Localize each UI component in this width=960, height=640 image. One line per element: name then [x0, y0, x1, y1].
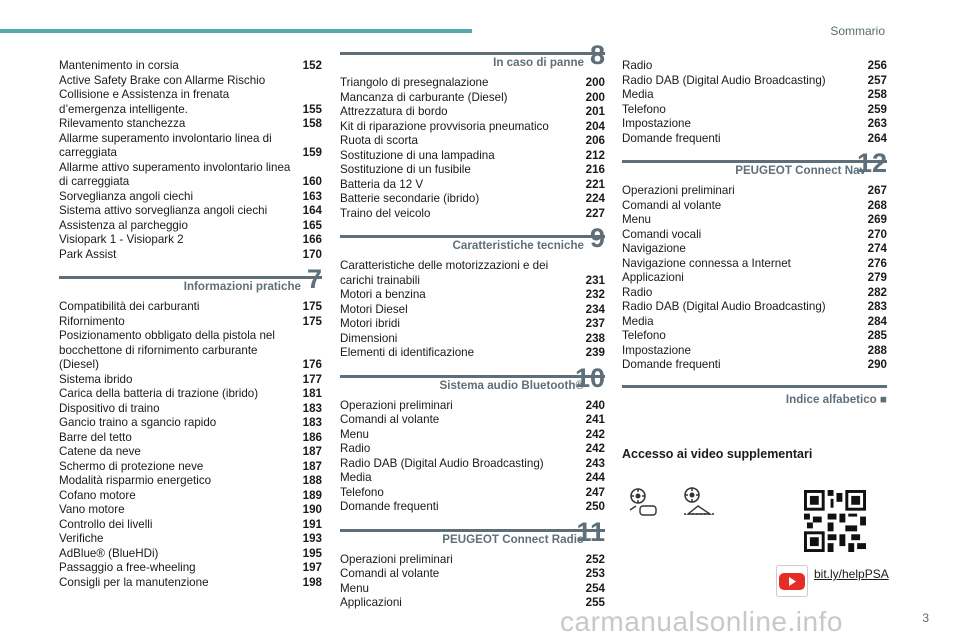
toc-entry[interactable]: [622, 74, 887, 89]
toc-entry-page: 187: [302, 445, 322, 458]
page-number: 3: [922, 611, 929, 625]
toc-entry-title: Domande frequenti: [622, 131, 721, 145]
entries-section-11: [340, 553, 605, 611]
toc-entry-page: 195: [302, 546, 322, 560]
toc-entry[interactable]: [59, 74, 322, 118]
toc-entry-title: Triangolo di presegnalazione: [340, 76, 489, 89]
toc-entry-title: Assistenza al parcheggio: [59, 218, 188, 232]
toc-entry-page: 206: [585, 134, 605, 147]
section-9-header: [340, 223, 605, 256]
toc-entry-page: 183: [302, 401, 322, 415]
section-11-header: [340, 516, 605, 550]
toc-entry-title: Compatibilità dei carburanti: [59, 300, 200, 313]
toc-entry-title: Sostituzione di un fusibile: [340, 163, 471, 176]
toc-entry[interactable]: [340, 553, 605, 568]
toc-entry-page: 242: [585, 427, 605, 441]
toc-entry-title: Radio DAB (Digital Audio Broadcasting): [622, 300, 826, 313]
toc-entry-title: Dimensioni: [340, 331, 398, 345]
toc-entry[interactable]: [59, 431, 322, 446]
toc-entry-title: Comandi vocali: [622, 227, 702, 241]
toc-entry-title: Motori Diesel: [340, 302, 408, 316]
toc-entry-page: 237: [585, 317, 605, 330]
toc-entry-title: Active Safety Brake con Allarme Rischio Collisione e Assistenza in frenata d’emergenza intelligente.: [59, 73, 266, 116]
toc-entry-title: Domande frequenti: [340, 500, 439, 513]
toc-entry-page: 193: [302, 532, 322, 545]
toc-entry-title: Mancanza di carburante (Diesel): [340, 90, 508, 104]
toc-entry[interactable]: [59, 233, 322, 248]
toc-entry[interactable]: [622, 358, 887, 373]
section-12-header: [622, 148, 887, 181]
toc-entry-page: 290: [867, 358, 887, 371]
section-number: 11: [576, 516, 605, 547]
toc-entry-title: Rilevamento stanchezza: [59, 117, 186, 130]
toc-entry-page: 164: [302, 204, 322, 217]
toc-entry-title: Radio: [622, 59, 653, 72]
toc-entry[interactable]: [340, 399, 605, 414]
toc-entry-page: 238: [585, 331, 605, 345]
toc-entry-title: Sistema attivo sorveglianza angoli ciechi: [59, 204, 268, 217]
toc-entry-page: 240: [585, 398, 605, 412]
toc-entry-page: 159: [302, 146, 322, 159]
header-accent-bar: [0, 29, 472, 33]
toc-entry[interactable]: [622, 257, 887, 272]
toc-entry-page: 201: [585, 105, 605, 118]
toc-entry-page: 247: [585, 485, 605, 499]
toc-entry-page: 276: [867, 256, 887, 270]
toc-entry-page: 270: [867, 227, 887, 241]
toc-entry[interactable]: [340, 207, 605, 222]
toc-entry-page: 186: [302, 430, 322, 444]
toc-entry[interactable]: [340, 486, 605, 501]
toc-entry[interactable]: [59, 329, 322, 373]
toc-entry-page: 282: [867, 285, 887, 299]
toc-entry-page: 200: [585, 76, 605, 89]
toc-entry-page: 175: [302, 300, 322, 313]
toc-entry-page: 160: [302, 175, 322, 188]
toc-entry[interactable]: [59, 416, 322, 431]
watermark: carmanualsonline.info: [560, 606, 843, 637]
car-wheel-icon: [680, 484, 716, 520]
toc-entry[interactable]: [340, 413, 605, 428]
toc-entry-page: 198: [302, 575, 322, 589]
toc-entry-title: Verifiche: [59, 532, 104, 545]
toc-entry[interactable]: [340, 428, 605, 443]
entries-section-10: [340, 399, 605, 515]
entries-section-7: [59, 300, 322, 590]
toc-entry-title: Radio: [622, 285, 653, 299]
toc-entry[interactable]: [340, 303, 605, 318]
toc-entry-page: 175: [302, 314, 322, 328]
toc-entry-page: 254: [585, 581, 605, 595]
toc-entry[interactable]: [622, 103, 887, 118]
toc-entry-page: 158: [302, 117, 322, 130]
section-label: PEUGEOT Connect Nav: [735, 164, 866, 177]
toc-entry-page: 200: [585, 90, 605, 104]
section-number: 8: [589, 40, 605, 70]
toc-entry-title: Operazioni preliminari: [622, 184, 735, 197]
toc-entry-page: 242: [585, 442, 605, 455]
toc-entry[interactable]: [340, 288, 605, 303]
toc-entry[interactable]: [59, 161, 322, 190]
toc-entry[interactable]: [59, 445, 322, 460]
toc-entry[interactable]: [622, 184, 887, 199]
toc-entry[interactable]: [59, 59, 322, 74]
toc-entry[interactable]: [59, 248, 322, 263]
toc-entry[interactable]: [59, 532, 322, 547]
toc-column-2: [340, 40, 605, 611]
toc-entry-title: Consigli per la manutenzione: [59, 575, 209, 589]
toc-entry-title: Schermo di protezione neve: [59, 459, 204, 473]
toc-entry-title: Allarme superamento involontario linea di carreggiata: [59, 131, 272, 159]
toc-entry-page: 239: [585, 346, 605, 359]
toc-entry-title: Batteria da 12 V: [340, 177, 424, 191]
toc-entry[interactable]: [622, 329, 887, 344]
toc-entry-title: Comandi al volante: [340, 413, 440, 426]
toc-entry[interactable]: [59, 219, 322, 234]
entries-section-8: [340, 76, 605, 221]
toc-entry[interactable]: [59, 387, 322, 402]
section-label: Caratteristiche tecniche: [452, 239, 584, 252]
toc-entry[interactable]: [622, 300, 887, 315]
toc-entry-page: 188: [302, 474, 322, 487]
toc-entry[interactable]: [340, 259, 605, 288]
toc-entry-page: 177: [302, 372, 322, 386]
toc-entry-title: Caratteristiche delle motorizzazioni e dei carichi trainabili: [340, 259, 549, 287]
toc-entry-page: 183: [302, 416, 322, 429]
toc-entry[interactable]: [59, 474, 322, 489]
toc-entry[interactable]: [340, 134, 605, 149]
toc-entry-title: Motori a benzina: [340, 288, 426, 301]
toc-entry-page: 283: [867, 300, 887, 313]
toc-entry[interactable]: [340, 105, 605, 120]
toc-entry[interactable]: [622, 228, 887, 243]
toc-entry[interactable]: [340, 163, 605, 178]
toc-entry-title: Operazioni preliminari: [340, 552, 453, 566]
toc-entry-page: 224: [585, 192, 605, 205]
toc-entry-page: 216: [585, 163, 605, 176]
toc-entry-title: Dispositivo di traino: [59, 401, 160, 415]
toc-entry-title: Telefono: [622, 329, 666, 342]
toc-entry-page: 187: [302, 459, 322, 473]
entries-top: [59, 59, 322, 262]
toc-entry[interactable]: [622, 271, 887, 286]
toc-entry-page: 257: [867, 73, 887, 87]
toc-entry[interactable]: [59, 503, 322, 518]
toc-entry[interactable]: [340, 120, 605, 135]
toc-entry[interactable]: [59, 576, 322, 591]
toc-entry[interactable]: [59, 315, 322, 330]
toc-entry[interactable]: [59, 561, 322, 576]
toc-entry-page: 234: [585, 302, 605, 316]
toc-entry[interactable]: [622, 213, 887, 228]
toc-entry-title: Comandi al volante: [340, 567, 440, 580]
toc-entry[interactable]: [59, 373, 322, 388]
toc-column-1: [59, 59, 322, 590]
toc-entry-title: Mantenimento in corsia: [59, 59, 179, 72]
toc-entry-title: Radio DAB (Digital Audio Broadcasting): [340, 456, 544, 470]
toc-entry-title: Sostituzione di una lampadina: [340, 148, 495, 162]
toc-entry-page: 279: [867, 271, 887, 284]
section-8-header: [340, 40, 605, 73]
toc-entry-title: Posizionamento obbligato della pistola nel bocchettone di rifornimento carburante (Diesel): [59, 329, 275, 371]
toc-entry-page: 256: [867, 59, 887, 72]
toc-entry-page: 269: [867, 213, 887, 226]
toc-entry-title: Gancio traino a sgancio rapido: [59, 416, 217, 429]
toc-entry-title: Passaggio a free-wheeling: [59, 561, 196, 574]
toc-entry-title: Barre del tetto: [59, 430, 132, 444]
toc-entry-page: 163: [302, 189, 322, 203]
toc-entry-page: 284: [867, 314, 887, 328]
toc-entry-title: Radio DAB (Digital Audio Broadcasting): [622, 73, 826, 87]
toc-entry-page: 227: [585, 206, 605, 220]
toc-column-3: [622, 59, 887, 409]
toc-entry-page: 166: [302, 233, 322, 246]
toc-entry[interactable]: [340, 192, 605, 207]
toc-entry-title: Telefono: [622, 102, 666, 116]
toc-entry-title: Comandi al volante: [622, 198, 722, 212]
toc-entry[interactable]: [340, 500, 605, 515]
toc-entry-title: Telefono: [340, 485, 384, 499]
entries-section-12: [622, 184, 887, 373]
toc-entry[interactable]: [622, 132, 887, 147]
toc-entry[interactable]: [59, 132, 322, 161]
toc-entry-title: Menu: [340, 427, 370, 441]
toc-entry-title: Park Assist: [59, 247, 117, 261]
help-link[interactable]: bit.ly/helpPSA: [814, 567, 889, 581]
toc-entry-page: 181: [302, 387, 322, 400]
toc-entry-title: Motori ibridi: [340, 317, 400, 330]
toc-entry[interactable]: [59, 402, 322, 417]
toc-entry-page: 244: [585, 471, 605, 484]
toc-entry-title: Catene da neve: [59, 445, 141, 458]
qr-code-icon[interactable]: [804, 490, 866, 552]
section-label: In caso di panne: [493, 56, 584, 69]
toc-entry-title: Menu: [622, 213, 652, 226]
toc-entry-title: Visiopark 1 - Visiopark 2: [59, 233, 184, 246]
toc-entry[interactable]: [59, 489, 322, 504]
toc-entry-page: 253: [585, 567, 605, 580]
toc-entry-page: 264: [867, 131, 887, 145]
toc-entry[interactable]: [340, 91, 605, 106]
toc-entry-title: Elementi di identificazione: [340, 346, 475, 359]
toc-entry-page: 221: [585, 177, 605, 191]
toc-entry-title: Applicazioni: [340, 596, 402, 609]
section-10-header: [340, 362, 605, 396]
toc-entry[interactable]: [59, 204, 322, 219]
toc-entry-title: Allarme attivo superamento involontario linea di carreggiata: [59, 160, 291, 188]
toc-entry[interactable]: [59, 460, 322, 475]
toc-entry[interactable]: [340, 567, 605, 582]
toc-entry[interactable]: [340, 457, 605, 472]
toc-entry-page: 155: [302, 102, 322, 116]
toc-entry-title: Ruota di scorta: [340, 134, 418, 147]
section-label: Sistema audio Bluetooth®: [439, 378, 584, 392]
toc-entry[interactable]: [622, 199, 887, 214]
toc-entry[interactable]: [340, 471, 605, 486]
toc-entry-page: 274: [867, 242, 887, 255]
toc-entry-page: 252: [585, 552, 605, 566]
toc-entry-page: 232: [585, 288, 605, 301]
toc-entry-page: 250: [585, 500, 605, 513]
toc-entry-title: Batterie secondarie (ibrido): [340, 192, 480, 205]
toc-entry-title: Menu: [340, 581, 370, 595]
toc-entry-page: 152: [302, 59, 322, 72]
video-section-title: Accesso ai video supplementari: [622, 447, 813, 461]
toc-entry-title: Media: [622, 314, 654, 328]
toc-entry-title: Carica della batteria di trazione (ibrido): [59, 387, 259, 400]
toc-entry-page: 285: [867, 329, 887, 342]
toc-entry-page: 165: [302, 218, 322, 232]
section-number: 7: [306, 264, 322, 294]
index-link[interactable]: [622, 379, 887, 409]
toc-entry-page: 268: [867, 198, 887, 212]
toc-entry-title: Operazioni preliminari: [340, 398, 453, 412]
toc-entry-title: Controllo dei livelli: [59, 517, 153, 531]
toc-entry-title: Domande frequenti: [622, 358, 721, 371]
toc-entry-title: Navigazione connessa a Internet: [622, 256, 791, 270]
toc-entry[interactable]: [622, 59, 887, 74]
toc-entry[interactable]: [622, 88, 887, 103]
toc-entry-page: 267: [867, 184, 887, 197]
toc-entry[interactable]: [340, 346, 605, 361]
toc-entry-page: 191: [302, 517, 322, 531]
toc-entry[interactable]: [340, 442, 605, 457]
section-label: Informazioni pratiche: [183, 280, 301, 293]
toc-entry[interactable]: [622, 344, 887, 359]
toc-entry[interactable]: [622, 315, 887, 330]
section-number: 12: [856, 148, 887, 178]
section-number: 9: [589, 223, 605, 253]
youtube-icon[interactable]: [776, 565, 808, 597]
toc-entry[interactable]: [59, 547, 322, 562]
toc-entry-page: 170: [302, 247, 322, 261]
toc-entry[interactable]: [340, 149, 605, 164]
toc-entry-page: 212: [585, 148, 605, 162]
toc-entry[interactable]: [59, 300, 322, 315]
toc-entry[interactable]: [59, 117, 322, 132]
toc-entry-title: AdBlue® (BlueHDi): [59, 546, 159, 560]
toc-entry-page: 243: [585, 456, 605, 470]
toc-entry[interactable]: [340, 178, 605, 193]
toc-entry[interactable]: [622, 286, 887, 301]
toc-entry-title: Sorveglianza angoli ciechi: [59, 189, 194, 203]
toc-entry[interactable]: [59, 518, 322, 533]
toc-entry[interactable]: [59, 190, 322, 205]
toc-entry-title: Modalità risparmio energetico: [59, 474, 212, 487]
toc-entry[interactable]: [622, 242, 887, 257]
toc-entry-title: Rifornimento: [59, 314, 125, 328]
toc-entry-page: 288: [867, 343, 887, 357]
toc-entry-title: Impostazione: [622, 117, 691, 130]
toc-entry-page: 241: [585, 413, 605, 426]
toc-entry-title: Sistema ibrido: [59, 372, 133, 386]
section-label: PEUGEOT Connect Radio: [442, 532, 584, 546]
toc-entry-title: Media: [622, 88, 654, 101]
car-repair-icon: [626, 484, 662, 520]
toc-entry[interactable]: [340, 332, 605, 347]
toc-entry-page: 258: [867, 88, 887, 101]
header-title: Sommario: [830, 24, 885, 38]
section-7-header: [59, 264, 322, 297]
section-number: 10: [574, 362, 605, 393]
toc-entry-title: Radio: [340, 442, 371, 455]
toc-entry[interactable]: [622, 117, 887, 132]
toc-entry-title: Navigazione: [622, 242, 686, 255]
toc-entry-page: 197: [302, 561, 322, 574]
toc-entry-title: Kit di riparazione provvisoria pneumatico: [340, 119, 549, 133]
toc-entry-page: 176: [302, 358, 322, 371]
entries-section-9: [340, 259, 605, 361]
toc-entry-page: 204: [585, 119, 605, 133]
toc-entry-page: 190: [302, 503, 322, 516]
index-label: Indice alfabetico ■: [785, 392, 887, 406]
toc-entry[interactable]: [340, 76, 605, 91]
toc-entry-page: 255: [585, 596, 605, 609]
toc-entry-title: Cofano motore: [59, 488, 136, 502]
toc-entry-page: 259: [867, 102, 887, 116]
toc-entry-title: Impostazione: [622, 343, 691, 357]
toc-entry[interactable]: [340, 317, 605, 332]
toc-entry-title: Media: [340, 471, 372, 484]
toc-entry-title: Attrezzatura di bordo: [340, 105, 448, 118]
toc-entry-title: Traino del veicolo: [340, 206, 431, 220]
entries-top: [622, 59, 887, 146]
toc-entry[interactable]: [340, 582, 605, 597]
toc-entry-title: Applicazioni: [622, 271, 684, 284]
toc-entry-title: Vano motore: [59, 503, 125, 516]
toc-entry-page: 189: [302, 488, 322, 502]
toc-entry-page: 231: [585, 273, 605, 287]
toc-entry-page: 263: [867, 117, 887, 130]
